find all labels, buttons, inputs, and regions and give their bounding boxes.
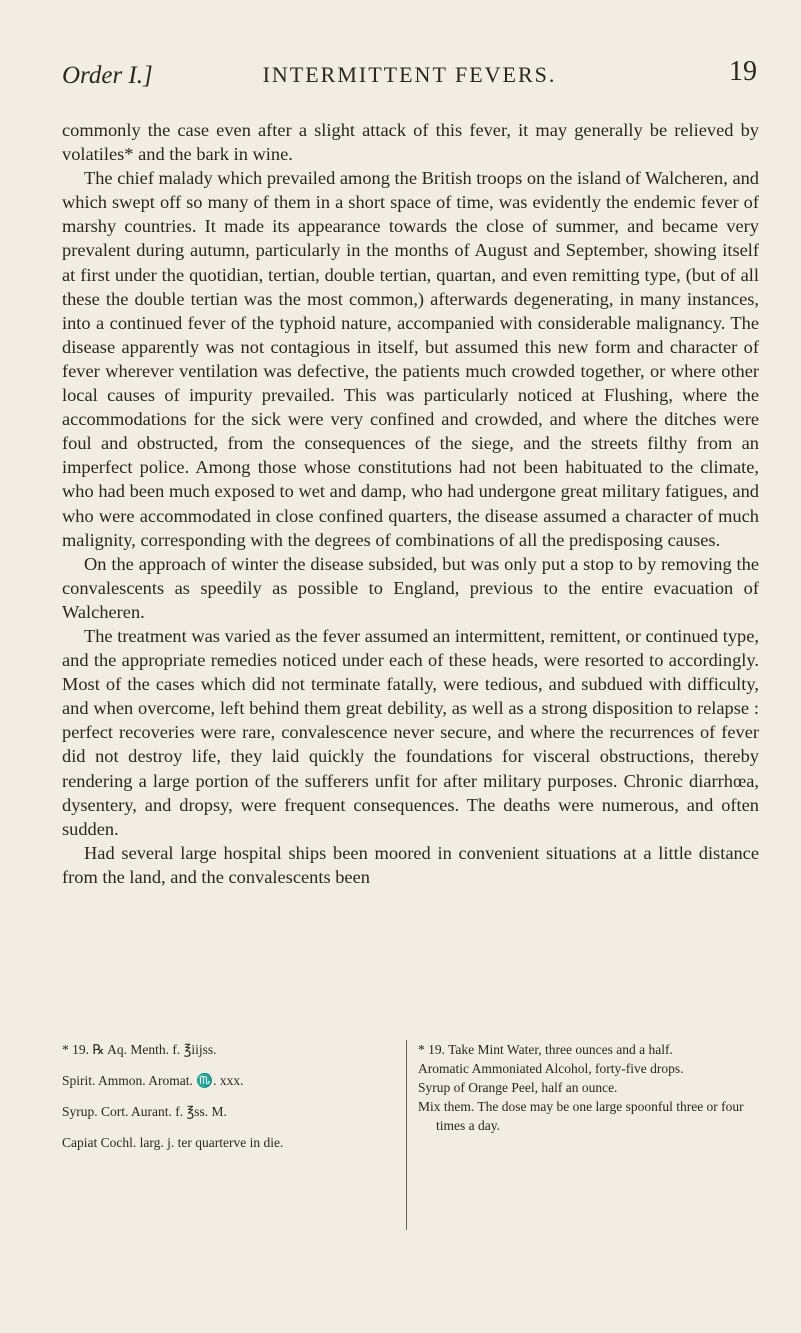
footnotes [62, 1040, 761, 1290]
column-divider [406, 1040, 407, 1230]
paragraph: The chief malady which prevailed among the British troops on the island of Walcheren, and which swept off so many of them in a short space of time, was evidently the endemic fever of marshy countries. It made its appearance towards the close of summer, and became very prevalent during autumn, particularly in the months of August and September, showing itself at first under the quotidian, tertian, double tertian, quartan, and even remitting type, (but of all these the double tertian was the most common,) afterwards degenerating, in many instances, into a continued fever of the typhoid nature, accompanied with considerable malignancy. The disease apparently was not contagious in itself, but assumed this new form and character of fever wherever ventilation was defective, the patients much crowded together, or where other local causes of impurity prevailed. This was particularly noticed at Flushing, where the accommodations for the sick were very confined and crowded, and where the ditches were foul and obstructed, from the consequences of the siege, and the streets filthy from an imperfect police. Among those whose constitutions had not been habituated to the climate, who had been much exposed to wet and damp, who had undergone great military fatigues, and who were accommodated in close confined quarters, the disease assumed a character of much malignity, corresponding with the degrees of combinations of all the predisposing causes. [62, 168, 759, 550]
footnote-line: Aromatic Ammoniated Alcohol, forty-five drops. [418, 1061, 684, 1076]
paragraph: Had several large hospital ships been moored in convenient situations at a little distance from the land, and the convalescents been [62, 842, 759, 887]
footnote-english [418, 1040, 758, 1135]
footnote-line: Capiat Cochl. larg. j. ter quarterve in die. [62, 1135, 284, 1150]
body-text [62, 118, 759, 889]
running-header [62, 56, 757, 102]
footnote-line: * 19. Take Mint Water, three ounces and a half. [418, 1042, 673, 1057]
footnote-line: Spirit. Ammon. Aromat. ♏. xxx. [62, 1073, 244, 1088]
order-label: Order I.] [62, 62, 153, 89]
footnote-line: Syrup. Cort. Aurant. f. ℥ss. M. [62, 1104, 227, 1119]
footnote-line: * 19. ℞ Aq. Menth. f. ℥iijss. [62, 1042, 217, 1057]
paragraph: The treatment was varied as the fever assumed an intermittent, remittent, or continued type, and the appropriate remedies noticed under each of these heads, were resorted to accordingly. Most of the cases which did not terminate fatally, were tedious, and subdued with difficulty, and when overcome, left behind them great debility, as well as a strong disposition to relapse : perfect recoveries were rare, convalescence never secure, and where the recurrences of fever did not destroy life, they laid quickly the foundations for visceral obstructions, thereby rendering a large portion of the sufferers unfit for after military purposes. Chronic diarrhœa, dysentery, and dropsy, were frequent consequences. The deaths were numerous, and often sudden. [62, 625, 759, 839]
paragraph: On the approach of winter the disease subsided, but was only put a stop to by removing the convalescents as speedily as possible to England, previous to the entire evacuation of Walcheren. [62, 553, 759, 622]
running-title: INTERMITTENT FEVERS. [262, 62, 557, 87]
footnote-line: Mix them. The dose may be one large spoonful three or four times a day. [418, 1099, 744, 1133]
footnote-latin [62, 1040, 392, 1164]
page-number: 19 [729, 56, 757, 87]
paragraph: commonly the case even after a slight attack of this fever, it may generally be relieved by volatiles* and the bark in wine. [62, 120, 759, 165]
footnote-line: Syrup of Orange Peel, half an ounce. [418, 1080, 618, 1095]
